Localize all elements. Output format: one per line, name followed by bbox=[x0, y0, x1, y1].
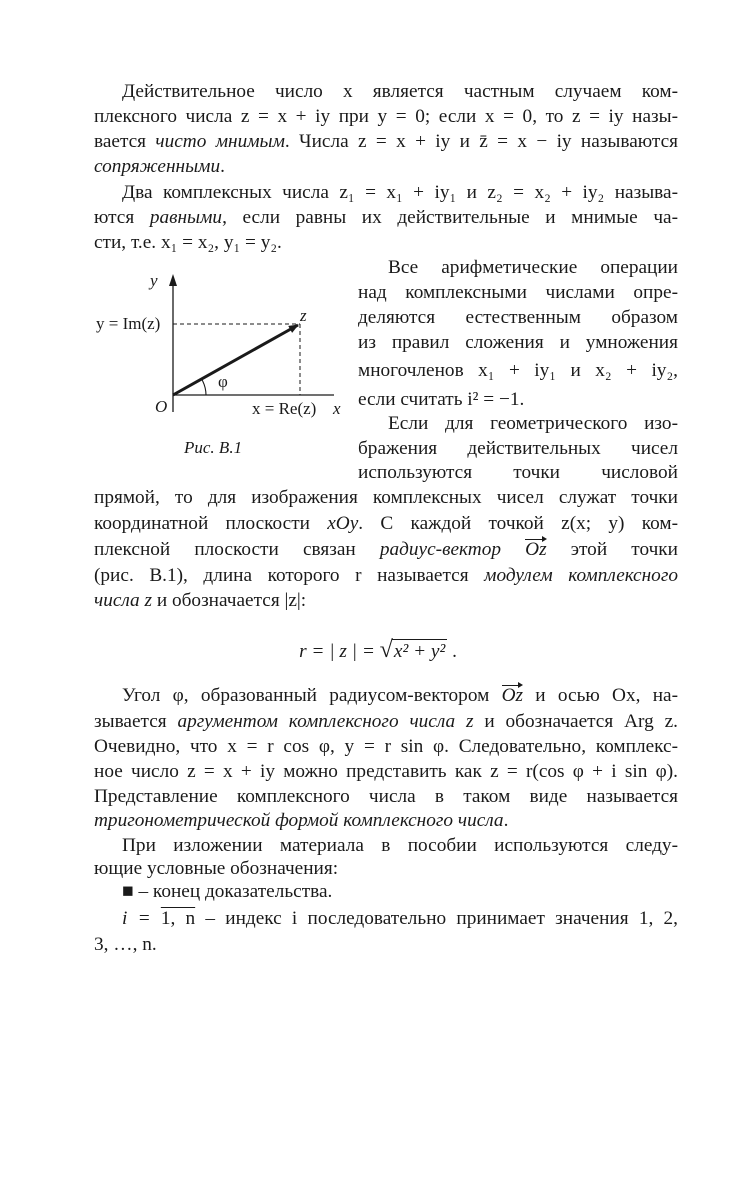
text-line: 3, …, n. bbox=[94, 934, 157, 955]
text-line: зывается аргументом комплексного числа z и обозначается Arg z. bbox=[94, 711, 678, 732]
text-line: ное число z = x + iy можно представить как z = r(cos φ + i sin φ). bbox=[94, 761, 678, 782]
text-line: сти, т.е. x₁ = x₂, y₁ = y₂. bbox=[94, 232, 282, 253]
term-pure-imaginary: чисто мнимым bbox=[155, 131, 285, 152]
text-line: деляются естественным образом bbox=[358, 307, 678, 328]
text-line: Представление комплексного числа в таком виде называется bbox=[94, 786, 678, 807]
text-line: Действительное число x является частным случаем ком- bbox=[122, 81, 678, 102]
text-line: Угол φ, образованный радиусом-вектором Oz и осью Ox, на- bbox=[122, 685, 678, 706]
z-point-label: z bbox=[300, 306, 307, 325]
figure-caption: Рис. В.1 bbox=[184, 438, 243, 457]
text-line: ющие условные обозначения: bbox=[94, 858, 339, 879]
text-line: При изложении материала в пособии используются следу- bbox=[122, 835, 678, 856]
radius-vector bbox=[173, 325, 298, 395]
text-line: над комплексными числами опре- bbox=[358, 282, 678, 303]
re-label: x = Re(z) bbox=[252, 399, 317, 418]
text-line: координатной плоскости xOy. С каждой точкой z(x; y) ком- bbox=[94, 513, 678, 534]
term-modulus: модулем комплексного bbox=[484, 565, 678, 586]
im-label: y = Im(z) bbox=[96, 314, 161, 333]
text-line: тригонометрической формой комплексного числа. bbox=[94, 810, 509, 831]
complex-plane-figure bbox=[84, 262, 354, 467]
text-line: вается чисто мнимым. Числа z = x + iy и z̄ = x − iy называются bbox=[94, 131, 679, 152]
x-axis-label: x bbox=[333, 399, 341, 418]
text-line: ются равными, если равны их действительные и мнимые ча- bbox=[94, 207, 678, 228]
text-line: i = 1, n – индекс i последовательно принимает значения 1, 2, bbox=[122, 908, 678, 929]
y-axis-arrow bbox=[169, 274, 177, 286]
text-line: Очевидно, что x = r cos φ, y = r sin φ. Следовательно, комплекс- bbox=[94, 736, 678, 757]
vector-oz: Oz bbox=[501, 685, 524, 706]
term-argument: аргументом комплексного числа z bbox=[177, 711, 474, 732]
term-radius-vector: радиус-вектор bbox=[379, 539, 501, 560]
modulus-formula: r = | z | = √x² + y² . bbox=[299, 637, 457, 663]
text-line: (рис. В.1), длина которого r называется модулем комплексного bbox=[94, 565, 678, 586]
text-line: ■ – конец доказательства. bbox=[122, 881, 333, 902]
text-line: если считать i² = −1. bbox=[358, 389, 525, 410]
text-line: плексной плоскости связан радиус-вектор Oz этой точки bbox=[94, 539, 678, 560]
text-line: используются точки числовой bbox=[358, 462, 678, 483]
text-line: Два комплексных числа z₁ = x₁ + iy₁ и z₂ = x₂ + iy₂ называ- bbox=[122, 182, 678, 203]
angle-label: φ bbox=[218, 372, 228, 391]
y-axis-label: y bbox=[150, 271, 158, 290]
text-line: прямой, то для изображения комплексных чисел служат точки bbox=[94, 487, 678, 508]
range-overline: 1, n bbox=[160, 908, 196, 929]
text-line: из правил сложения и умножения bbox=[358, 332, 678, 353]
text-line: Все арифметические операции bbox=[388, 257, 678, 278]
vector-oz: Oz bbox=[525, 539, 547, 560]
term-trig-form: тригонометрической формой комплексного числа bbox=[94, 810, 504, 831]
text-line: Если для геометрического изо- bbox=[388, 413, 678, 434]
text-line: многочленов x₁ + iy₁ и x₂ + iy₂, bbox=[358, 360, 678, 381]
text-line: числа z и обозначается |z|: bbox=[94, 590, 307, 611]
term-conjugate: сопряженными bbox=[94, 156, 221, 177]
text-line: сопряженными. bbox=[94, 156, 225, 177]
text-line: бражения действительных чисел bbox=[358, 438, 678, 459]
text-line: плексного числа z = x + iy при y = 0; если x = 0, то z = iy назы- bbox=[94, 106, 678, 127]
term-equal: равными bbox=[149, 207, 223, 228]
origin-label: O bbox=[155, 397, 168, 416]
